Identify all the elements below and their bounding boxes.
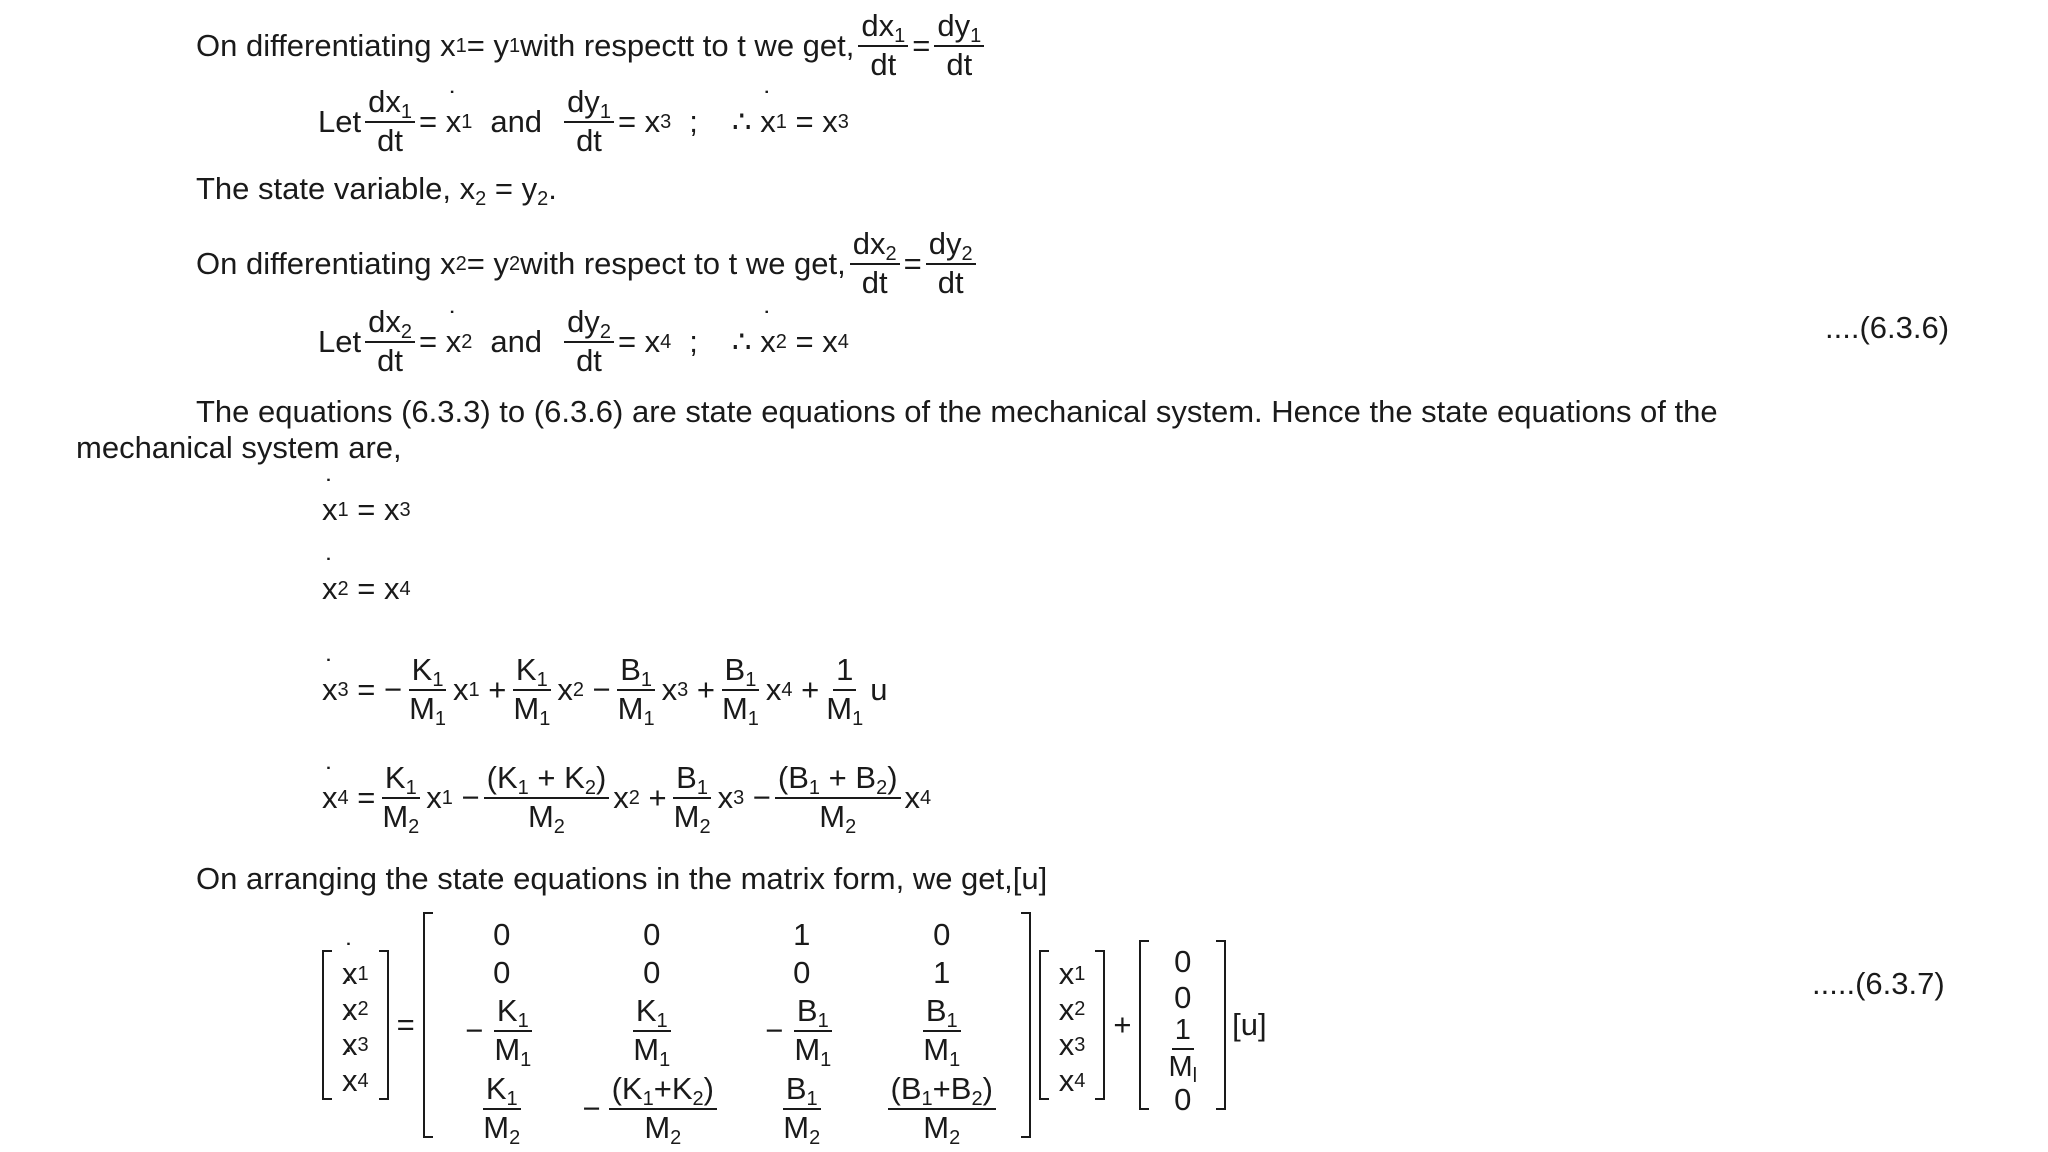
line-let-x2dot: Let $\frac{dx_2}{dt}$ = ˙ x 2 and $\frac{dy_2}{dt}$ = x 4 ; ∴ ˙ x 2 = x 4 (318, 304, 849, 380)
line-differentiating-x1: On differentiating x 1 = y 1 with respectt to t we get, $\frac{dx_1}{dt}$ = $\frac{dy_1}{dt}$ (196, 8, 988, 84)
state-eq-x3dot: ˙ x 3 = − $\frac{K_1}{M_1}$ x 1 + $\frac{K_1}{M_1}$ x 2 − $\frac{B_1}{M_1}$ x 3 + $\frac{B_1}{M_1}$ x 4 + $\frac{1}{M_1}$ u (322, 650, 887, 730)
equation-number-637: .....(6.3.7) (1812, 966, 1945, 1001)
frac-dy1-dt: $\frac{dy_1}{dt}$ (934, 10, 984, 81)
input-vector-b: 0 0 $\frac{1}{M_l}$ 0 (1139, 940, 1226, 1110)
paragraph-line-1: The equations (6.3.3) to (6.3.6) are state equations of the mechanical system. Hence the state equations of the (196, 394, 1718, 429)
frac-dx1-dt: $\frac{dx_1}{dt}$ (858, 10, 908, 81)
equation-number-636: ....(6.3.6) (1825, 310, 1950, 345)
xdot-vector: ˙ x 1 ˙ x 2 ˙ x 3 ˙ x 4 (322, 950, 389, 1100)
line-let-x1dot: Let $\frac{dx_1}{dt}$ = ˙ x 1 and $\frac{dy_1}{dt}$ = x 3 ; ∴ ˙ x 1 = x 3 (318, 84, 849, 160)
x-vector: x 1 x 2 x 3 x 4 (1039, 950, 1106, 1100)
matrix-equation: ˙ x 1 ˙ x 2 ˙ x 3 ˙ x 4 = 0 0 1 0 0 0 0 1 − $\frac{K_1}{M_1}$ $\frac{K_1}{M_1}$ − $\frac{B_1}{M_1}$ $\frac{B_1}{M_1}$ $\frac{K_1}{M_2}$ − $\frac{(K_1+K_2)}{M_2}$ $\frac{B_1}{M_2}$ $\frac{(B_1+B_2)}{M_2}$ x 1 x 2 x 3 x 4 + 0 0 $\frac{1}{M_l}$ 0 [u] (322, 910, 1267, 1140)
line-state-variable-x2: The state variable, $x_2 = y_2$. (196, 171, 557, 210)
state-eq-x1dot: ˙ x 1 = x 3 (322, 487, 411, 533)
matrix-intro: On arranging the state equations in the matrix form, we get,[u] (196, 861, 1048, 896)
u-vector: [u] (1232, 1007, 1267, 1042)
state-matrix-a: 0 0 1 0 0 0 0 1 − $\frac{K_1}{M_1}$ $\frac{K_1}{M_1}$ − $\frac{B_1}{M_1}$ $\frac{B_1}{M_1}$ $\frac{K_1}{M_2}$ − $\frac{(K_1+K_2)}{M_2}$ $\frac{B_1}{M_2}$ $\frac{(B_1+B_2)}{M_2}$ (423, 912, 1031, 1138)
line-differentiating-x2: On differentiating x 2 = y 2 with respect to t we get, $\frac{dx_2}{dt}$ = $\frac{dy_2}{dt}$ (196, 226, 980, 302)
state-eq-x2dot: ˙ x 2 = x 4 (322, 566, 411, 612)
state-eq-x4dot: ˙ x 4 = $\frac{K_1}{M_2}$ x 1 − $\frac{(K_1 + K_2)}{M_2}$ x 2 + $\frac{B_1}{M_2}$ x 3 − $\frac{(B_1 + B_2)}{M_2}$ x 4 (322, 758, 931, 838)
paragraph-line-2: mechanical system are, (76, 430, 402, 465)
